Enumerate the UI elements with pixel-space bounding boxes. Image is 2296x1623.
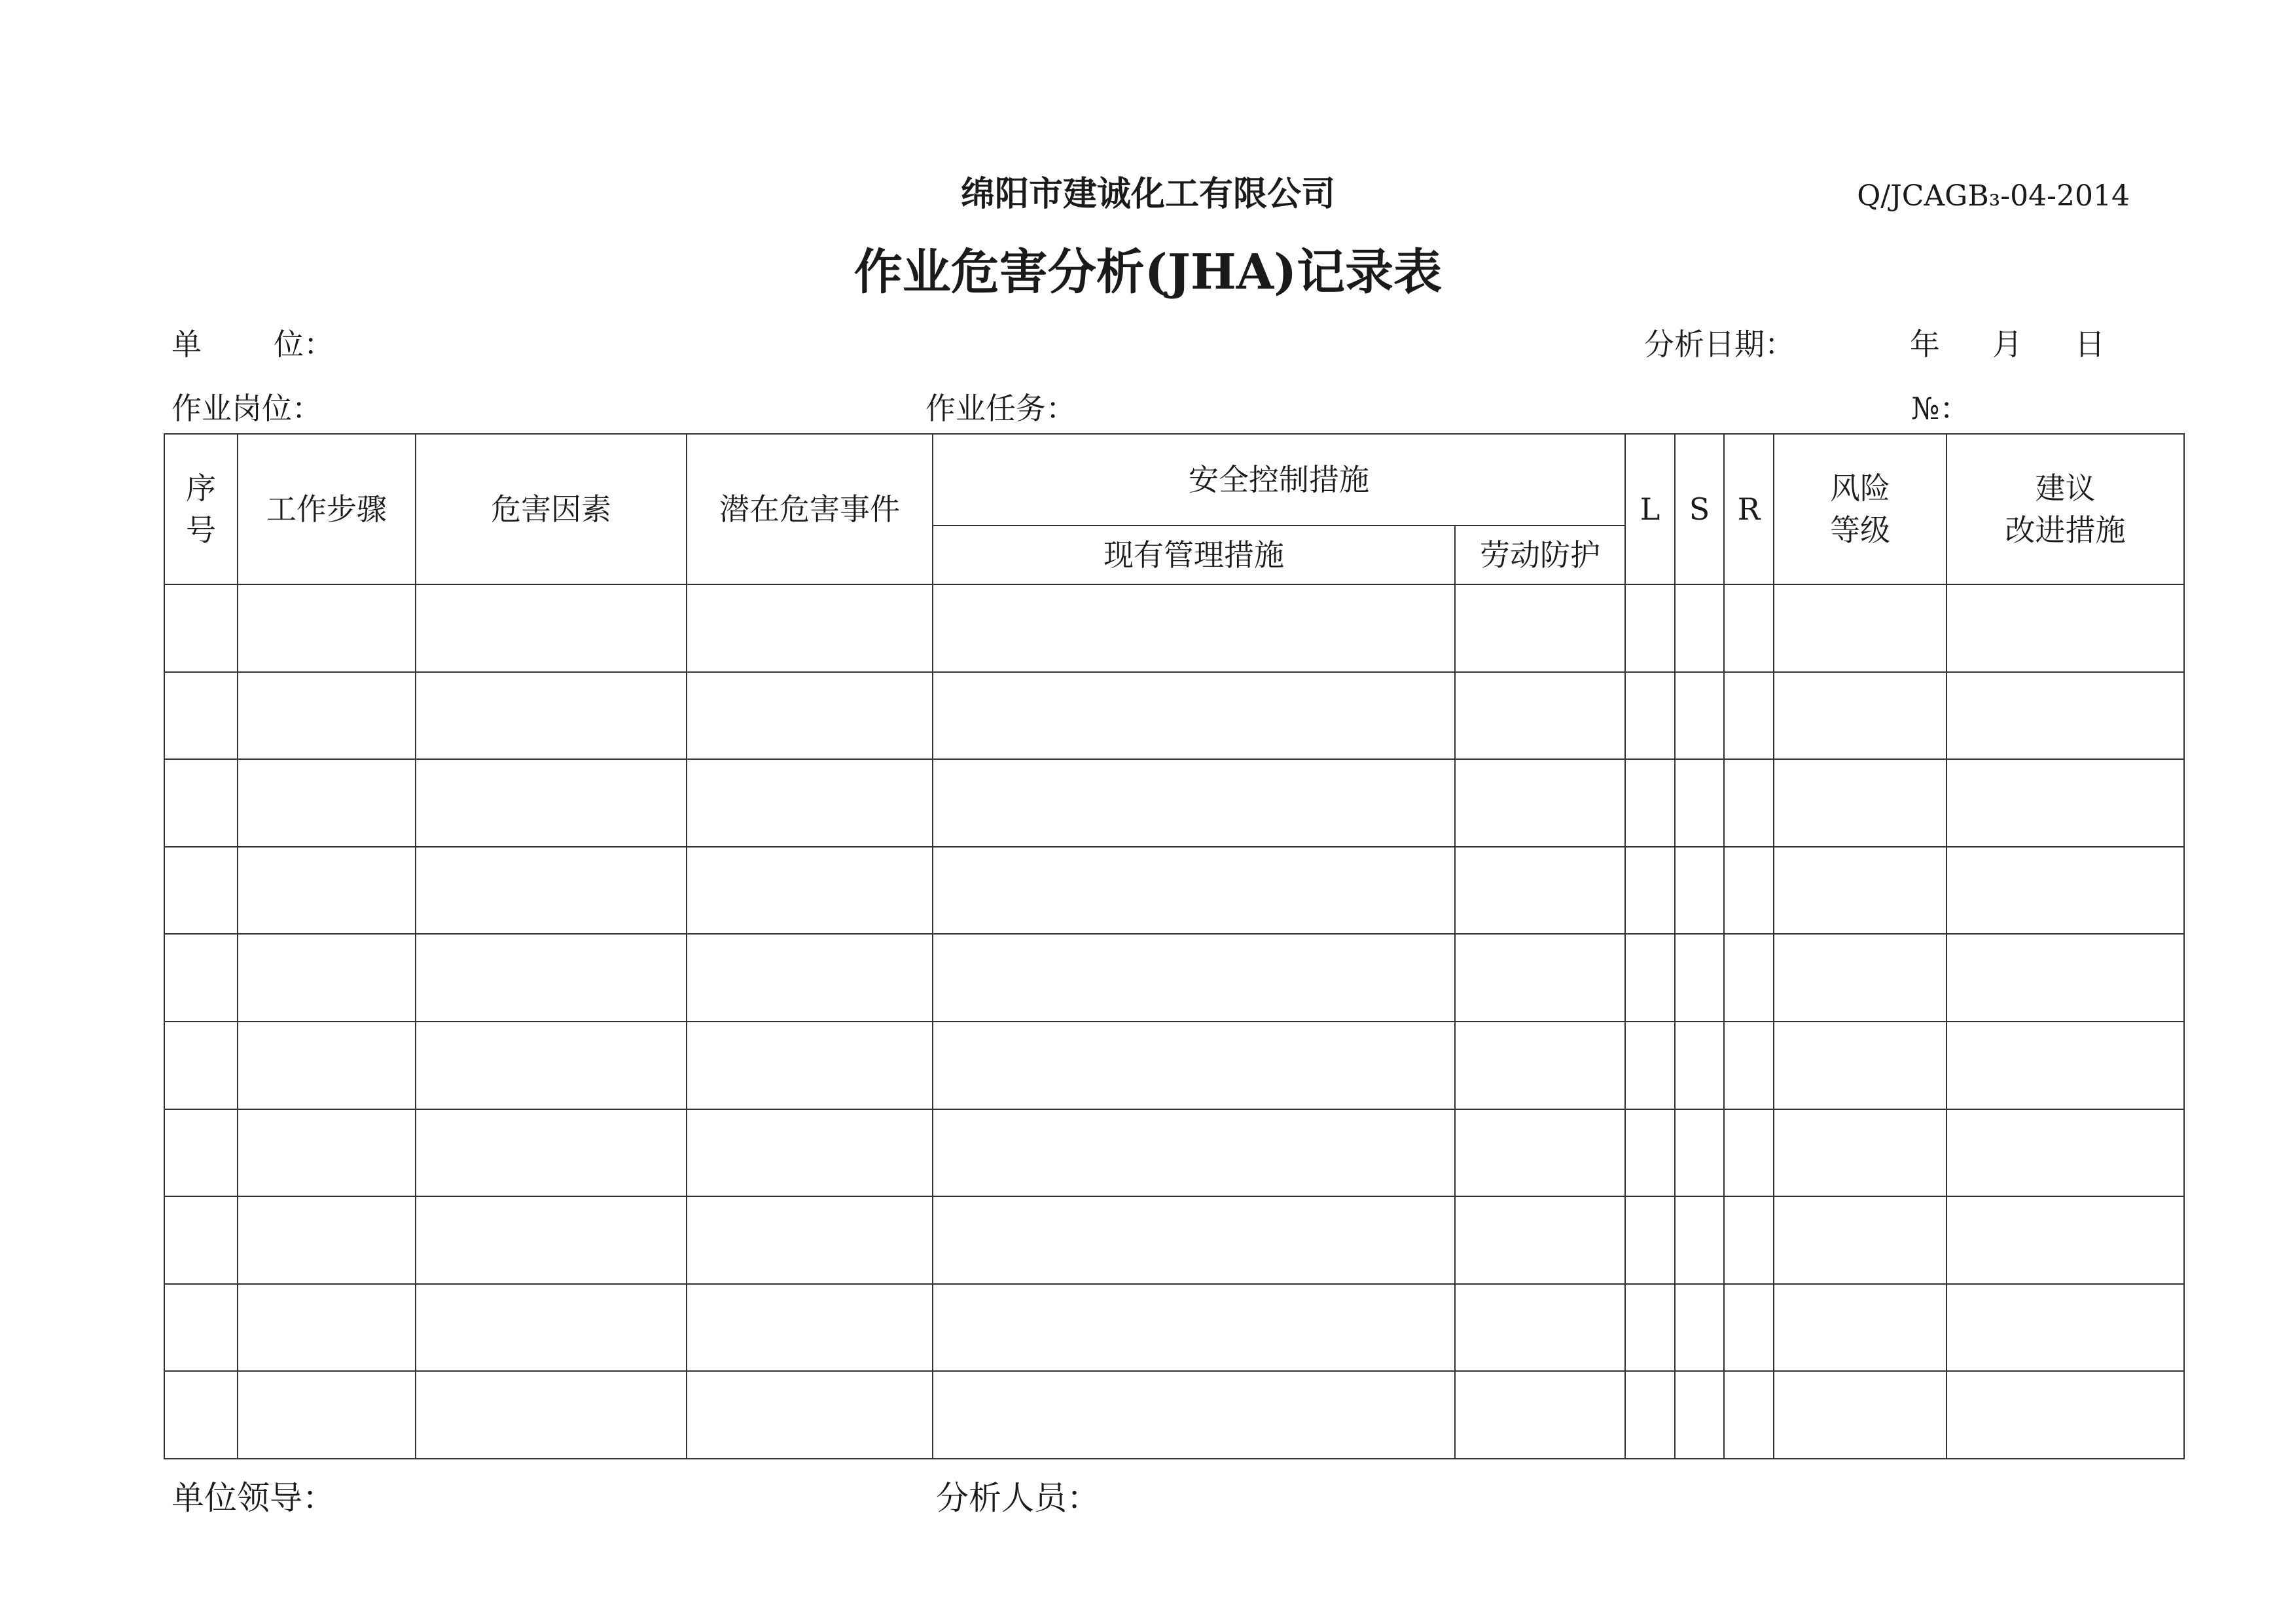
table-cell[interactable]	[1774, 1196, 1946, 1284]
table-cell[interactable]	[1625, 1196, 1675, 1284]
table-cell[interactable]	[1774, 1371, 1946, 1459]
table-cell[interactable]	[1625, 1284, 1675, 1372]
table-cell[interactable]	[1455, 847, 1625, 935]
table-cell[interactable]	[1774, 1109, 1946, 1197]
table-cell[interactable]	[238, 1196, 416, 1284]
table-cell[interactable]	[164, 1109, 238, 1197]
table-cell[interactable]	[164, 1371, 238, 1459]
table-cell[interactable]	[1625, 759, 1675, 847]
table-cell[interactable]	[1724, 1371, 1774, 1459]
table-row	[164, 584, 2184, 672]
table-cell[interactable]	[933, 1371, 1455, 1459]
header-risk-line-2: 等级	[1830, 512, 1890, 548]
table-cell[interactable]	[416, 1371, 687, 1459]
header-labor-protection: 劳动防护	[1455, 526, 1625, 584]
table-row	[164, 847, 2184, 935]
table-cell[interactable]	[1625, 1109, 1675, 1197]
table-cell[interactable]	[416, 934, 687, 1022]
table-cell[interactable]	[933, 759, 1455, 847]
table-cell[interactable]	[1675, 672, 1724, 760]
table-cell[interactable]	[416, 847, 687, 935]
table-cell[interactable]	[687, 672, 933, 760]
table-cell[interactable]	[687, 759, 933, 847]
table-cell[interactable]	[1675, 1284, 1724, 1372]
table-cell[interactable]	[238, 1022, 416, 1109]
table-cell[interactable]	[416, 1109, 687, 1197]
year-label: 年	[1910, 327, 1940, 362]
table-cell[interactable]	[164, 1196, 238, 1284]
header-risk-line-1: 风险	[1830, 471, 1890, 506]
table-cell[interactable]	[1946, 672, 2184, 760]
table-cell[interactable]	[1455, 1284, 1625, 1372]
table-cell[interactable]	[416, 759, 687, 847]
table-cell[interactable]	[687, 1109, 933, 1197]
table-cell[interactable]	[1774, 672, 1946, 760]
table-cell[interactable]	[1625, 1371, 1675, 1459]
table-cell[interactable]	[1455, 1109, 1625, 1197]
table-cell[interactable]	[933, 1284, 1455, 1372]
table-cell[interactable]	[1946, 584, 2184, 672]
header-work-step: 工作步骤	[238, 434, 416, 584]
table-cell[interactable]	[1455, 1196, 1625, 1284]
table-cell[interactable]	[1455, 934, 1625, 1022]
table-cell[interactable]	[1774, 759, 1946, 847]
table-cell[interactable]	[1675, 1109, 1724, 1197]
table-row	[164, 1022, 2184, 1109]
table-cell[interactable]	[1946, 1022, 2184, 1109]
table-cell[interactable]	[1675, 1196, 1724, 1284]
table-cell[interactable]	[933, 1109, 1455, 1197]
header-seq	[164, 434, 238, 584]
table-cell[interactable]	[238, 759, 416, 847]
table-cell[interactable]	[1946, 759, 2184, 847]
table-cell[interactable]	[238, 847, 416, 935]
table-cell[interactable]	[1724, 847, 1774, 935]
table-row	[164, 1371, 2184, 1459]
table-cell[interactable]	[1455, 759, 1625, 847]
table-cell[interactable]	[687, 1371, 933, 1459]
table-cell[interactable]	[1724, 672, 1774, 760]
table-cell[interactable]	[1946, 934, 2184, 1022]
table-cell[interactable]	[1675, 1022, 1724, 1109]
header-suggest-line-2: 改进措施	[2005, 512, 2126, 548]
table-cell[interactable]	[933, 1196, 1455, 1284]
analyst-label: 分析人员：	[936, 1479, 1100, 1517]
unit-field-label	[171, 325, 334, 364]
table-cell[interactable]	[1946, 847, 2184, 935]
table-cell[interactable]	[687, 1284, 933, 1372]
header-hazard-factor: 危害因素	[416, 434, 687, 584]
table-cell[interactable]	[416, 1022, 687, 1109]
table-cell[interactable]	[687, 847, 933, 935]
header-suggest-line-1: 建议	[2035, 471, 2096, 506]
header-potential-event: 潜在危害事件	[687, 434, 933, 584]
day-label: 日	[2075, 327, 2105, 362]
table-cell[interactable]	[1675, 759, 1724, 847]
table-cell[interactable]	[238, 934, 416, 1022]
unit-label-part-2: 位：	[274, 327, 334, 362]
table-cell[interactable]	[1675, 584, 1724, 672]
header-S: S	[1675, 434, 1724, 584]
unit-label-part-1: 单	[171, 327, 202, 362]
table-cell[interactable]	[1724, 1196, 1774, 1284]
header-suggestion	[1946, 434, 2184, 584]
table-cell[interactable]	[1774, 1022, 1946, 1109]
table-cell[interactable]	[1946, 1284, 2184, 1372]
table-cell[interactable]	[933, 847, 1455, 935]
table-cell[interactable]	[416, 672, 687, 760]
company-name: 绵阳市建诚化工有限公司	[960, 174, 1335, 214]
table-cell[interactable]	[1774, 847, 1946, 935]
table-cell[interactable]	[164, 1284, 238, 1372]
month-label: 月	[1992, 327, 2022, 362]
table-cell[interactable]	[1774, 584, 1946, 672]
header-seq-line-1: 序	[186, 471, 216, 506]
header-safety-control: 安全控制措施	[933, 434, 1625, 526]
table-header-row-1	[164, 434, 2184, 526]
table-cell[interactable]	[1455, 1022, 1625, 1109]
table-row	[164, 672, 2184, 760]
table-row	[164, 759, 2184, 847]
table-cell[interactable]	[1774, 934, 1946, 1022]
table-cell[interactable]	[164, 934, 238, 1022]
table-cell[interactable]	[1724, 934, 1774, 1022]
table-cell[interactable]	[1946, 1371, 2184, 1459]
table-cell[interactable]	[1625, 584, 1675, 672]
table-cell[interactable]	[1724, 1022, 1774, 1109]
table-cell[interactable]	[238, 1371, 416, 1459]
table-cell[interactable]	[1625, 672, 1675, 760]
table-row	[164, 1109, 2184, 1197]
table-cell[interactable]	[1724, 584, 1774, 672]
table-cell[interactable]	[164, 584, 238, 672]
job-post-label: 作业岗位：	[171, 391, 322, 426]
analysis-date-label: 分析日期：	[1644, 327, 1795, 362]
header-risk-level	[1774, 434, 1946, 584]
table-cell[interactable]	[164, 759, 238, 847]
table-cell[interactable]	[1946, 1196, 2184, 1284]
table-cell[interactable]	[1724, 1284, 1774, 1372]
table-cell[interactable]	[1625, 1022, 1675, 1109]
table-cell[interactable]	[687, 1196, 933, 1284]
table-cell[interactable]	[687, 584, 933, 672]
table-cell[interactable]	[687, 934, 933, 1022]
table-row	[164, 1196, 2184, 1284]
document-code: Q/JCAGB₃-04-2014	[1857, 179, 2130, 213]
table-cell[interactable]	[164, 672, 238, 760]
job-task-label: 作业任务：	[925, 391, 1076, 426]
table-cell[interactable]	[687, 1022, 933, 1109]
table-cell[interactable]	[1625, 847, 1675, 935]
table-cell[interactable]	[1724, 1109, 1774, 1197]
table-cell[interactable]	[164, 1022, 238, 1109]
header-seq-line-2: 号	[186, 512, 216, 548]
table-cell[interactable]	[238, 672, 416, 760]
table-row	[164, 1284, 2184, 1372]
table-cell[interactable]	[1946, 1109, 2184, 1197]
table-body	[164, 584, 2184, 1459]
jha-record-table	[164, 433, 2185, 1459]
table-row	[164, 934, 2184, 1022]
table-cell[interactable]	[933, 1022, 1455, 1109]
table-cell[interactable]	[416, 1196, 687, 1284]
table-cell[interactable]	[1455, 584, 1625, 672]
table-cell[interactable]	[933, 672, 1455, 760]
table-cell[interactable]	[1675, 934, 1724, 1022]
record-number-label: №：	[1911, 391, 1970, 426]
table-cell[interactable]	[238, 584, 416, 672]
unit-leader-label: 单位领导：	[171, 1479, 335, 1517]
table-cell[interactable]	[238, 1284, 416, 1372]
form-title: 作业危害分析(JHA)记录表	[853, 244, 1443, 300]
table-cell[interactable]	[1724, 759, 1774, 847]
table-cell[interactable]	[238, 1109, 416, 1197]
table-cell[interactable]	[1675, 1371, 1724, 1459]
header-R: R	[1724, 434, 1774, 584]
table-cell[interactable]	[164, 847, 238, 935]
header-management-measures: 现有管理措施	[933, 526, 1455, 584]
table-cell[interactable]	[1455, 672, 1625, 760]
table-cell[interactable]	[416, 1284, 687, 1372]
table-cell[interactable]	[1625, 934, 1675, 1022]
table-cell[interactable]	[1455, 1371, 1625, 1459]
header-L: L	[1625, 434, 1675, 584]
table-cell[interactable]	[1675, 847, 1724, 935]
table-cell[interactable]	[1774, 1284, 1946, 1372]
table-cell[interactable]	[933, 584, 1455, 672]
analysis-date-fields	[1910, 325, 2105, 364]
table-cell[interactable]	[416, 584, 687, 672]
table-cell[interactable]	[933, 934, 1455, 1022]
